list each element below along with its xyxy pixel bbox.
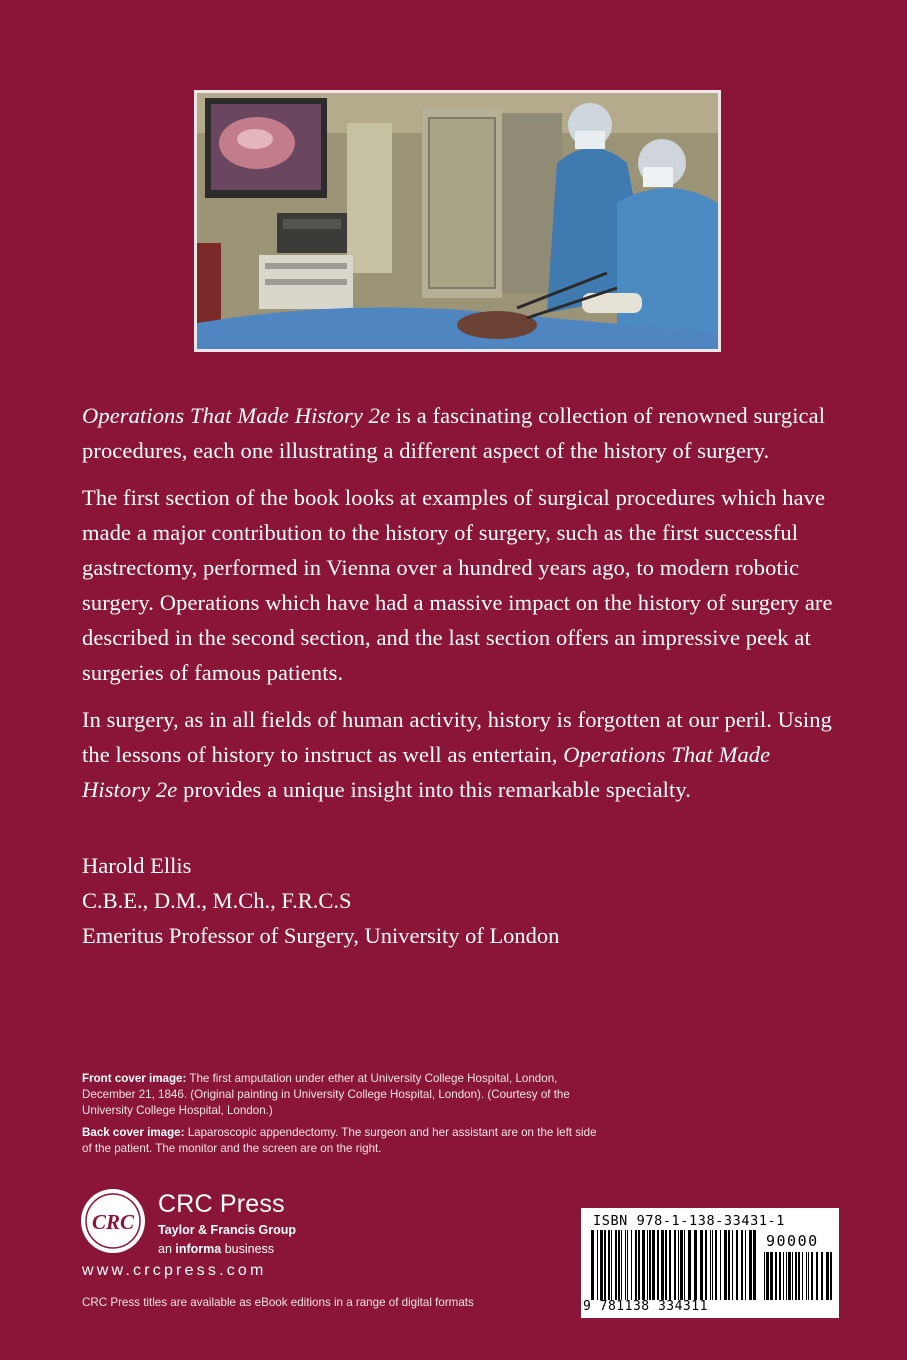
- publisher-name: CRC Press: [158, 1190, 285, 1218]
- barcode-bar: [821, 1252, 823, 1300]
- surgery-photo-icon: [197, 93, 718, 349]
- barcode-bar: [688, 1230, 691, 1300]
- barcode-bar: [652, 1230, 655, 1300]
- barcode-bar: [783, 1252, 784, 1300]
- barcode-bar: [802, 1252, 803, 1300]
- barcode-bar: [635, 1230, 637, 1300]
- barcode-bar: [732, 1230, 733, 1300]
- barcode-bar: [798, 1252, 800, 1300]
- barcode-bar: [608, 1230, 610, 1300]
- barcode-bar: [775, 1252, 777, 1300]
- barcode-bar: [724, 1230, 727, 1300]
- barcode-bar: [766, 1252, 769, 1300]
- barcode-bar: [715, 1230, 717, 1300]
- description-paragraph-2: The first section of the book looks at examples of surgical procedures which have made a major contribution to the history of surgery, such as the first successful gastrectomy, performed in Vienna over a hundred years ago, to modern robotic surgery. Operations which have had a massive impact on the history of surgery are described in the second section, and the last section offers an impressive peek at surgeries of famous patients.: [82, 485, 833, 685]
- barcode-bar: [657, 1230, 659, 1300]
- back-cover-photo: [194, 90, 721, 352]
- barcode-bar: [741, 1230, 743, 1300]
- book-title-italic: Operations That Made History 2e: [82, 403, 391, 428]
- barcode-bar: [779, 1252, 781, 1300]
- barcode-bar: [795, 1252, 797, 1300]
- book-title-italic: Operations That Made History 2e: [82, 742, 771, 802]
- back-cover-credit: Back cover image: Laparoscopic appendectomy. The surgeon and her assistant are on the left side of the patient. The monitor and the screen are on the right.: [82, 1126, 597, 1156]
- author-position: Emeritus Professor of Surgery, University of London: [82, 923, 560, 948]
- barcode-bar: [684, 1230, 685, 1300]
- publisher-website[interactable]: www.crcpress.com: [82, 1262, 267, 1279]
- barcode-bar: [669, 1230, 671, 1300]
- barcode-bar: [749, 1230, 752, 1300]
- publisher-group: Taylor & Francis Group: [158, 1223, 296, 1237]
- barcode-bar: [788, 1252, 791, 1300]
- publisher-informa: an informa business: [158, 1242, 275, 1256]
- barcode-bar: [678, 1230, 679, 1300]
- barcode-bars: [591, 1230, 756, 1300]
- svg-text:CRC: CRC: [91, 1210, 135, 1234]
- front-cover-credit: Front cover image: The first amputation under ether at University College Hospital, London, December 21, 1846. (Original painting in University College Hospital, London). (Courtesy of the University College Hospital, London.): [82, 1072, 570, 1117]
- barcode-bar: [792, 1252, 793, 1300]
- barcode-bar: [627, 1230, 628, 1300]
- barcode-number: 9 781138 334311: [583, 1299, 708, 1314]
- book-description: [82, 398, 842, 819]
- barcode-bar: [770, 1252, 773, 1300]
- barcode-bar: [816, 1252, 818, 1300]
- barcode-bar: [694, 1230, 697, 1300]
- barcode-bar: [700, 1230, 703, 1300]
- barcode-bar: [753, 1230, 756, 1300]
- author-block: [82, 848, 559, 953]
- barcode-bar: [710, 1230, 711, 1300]
- barcode-bar: [811, 1252, 813, 1300]
- barcode-bar: [728, 1230, 730, 1300]
- barcode-bar: [631, 1230, 632, 1300]
- ebook-note: CRC Press titles are available as eBook editions in a range of digital formats: [82, 1296, 474, 1309]
- author-credentials: C.B.E., D.M., M.Ch., F.R.C.S: [82, 888, 352, 913]
- barcode-bar: [826, 1252, 829, 1300]
- barcode-bar: [618, 1230, 620, 1300]
- barcode-bar: [786, 1252, 787, 1300]
- barcode-bar: [661, 1230, 664, 1300]
- image-credits: [82, 1071, 602, 1164]
- barcode-bar: [597, 1230, 598, 1300]
- barcode-bar: [649, 1230, 651, 1300]
- crc-logo-icon: [80, 1188, 146, 1254]
- isbn-barcode: [581, 1208, 839, 1318]
- barcode-bar: [680, 1230, 683, 1300]
- barcode-bar: [621, 1230, 622, 1300]
- isbn-text: ISBN 978-1-138-33431-1: [593, 1213, 786, 1229]
- barcode-bar: [647, 1230, 648, 1300]
- description-paragraph-1: Operations That Made History 2e is a fascinating collection of renowned surgical procedures, each one illustrating a different aspect of the history of surgery.: [82, 403, 826, 463]
- barcode-bar: [736, 1230, 738, 1300]
- price-barcode-bars: [764, 1252, 832, 1300]
- barcode-bar: [806, 1252, 807, 1300]
- barcode-bar: [611, 1230, 612, 1300]
- barcode-bar: [674, 1230, 676, 1300]
- barcode-bar: [830, 1252, 832, 1300]
- barcode-bar: [808, 1252, 809, 1300]
- barcode-bar: [615, 1230, 617, 1300]
- barcode-bar: [642, 1230, 645, 1300]
- barcode-bar: [665, 1230, 667, 1300]
- barcode-bar: [625, 1230, 626, 1300]
- barcode-bar: [705, 1230, 707, 1300]
- barcode-bar: [600, 1230, 603, 1300]
- barcode-bar: [712, 1230, 713, 1300]
- barcode-bar: [591, 1230, 594, 1300]
- barcode-bar: [638, 1230, 640, 1300]
- price-code: 90000: [766, 1232, 819, 1250]
- author-name: Harold Ellis: [82, 853, 192, 878]
- description-paragraph-3: In surgery, as in all fields of human activity, history is forgotten at our peril. Using the lessons of history to instruct as well as entertain, Operations That Made History 2e provides a unique insight into this remarkable specialty.: [82, 707, 832, 802]
- barcode-bar: [745, 1230, 746, 1300]
- barcode-bar: [720, 1230, 721, 1300]
- barcode-bar: [764, 1252, 765, 1300]
- barcode-bar: [604, 1230, 606, 1300]
